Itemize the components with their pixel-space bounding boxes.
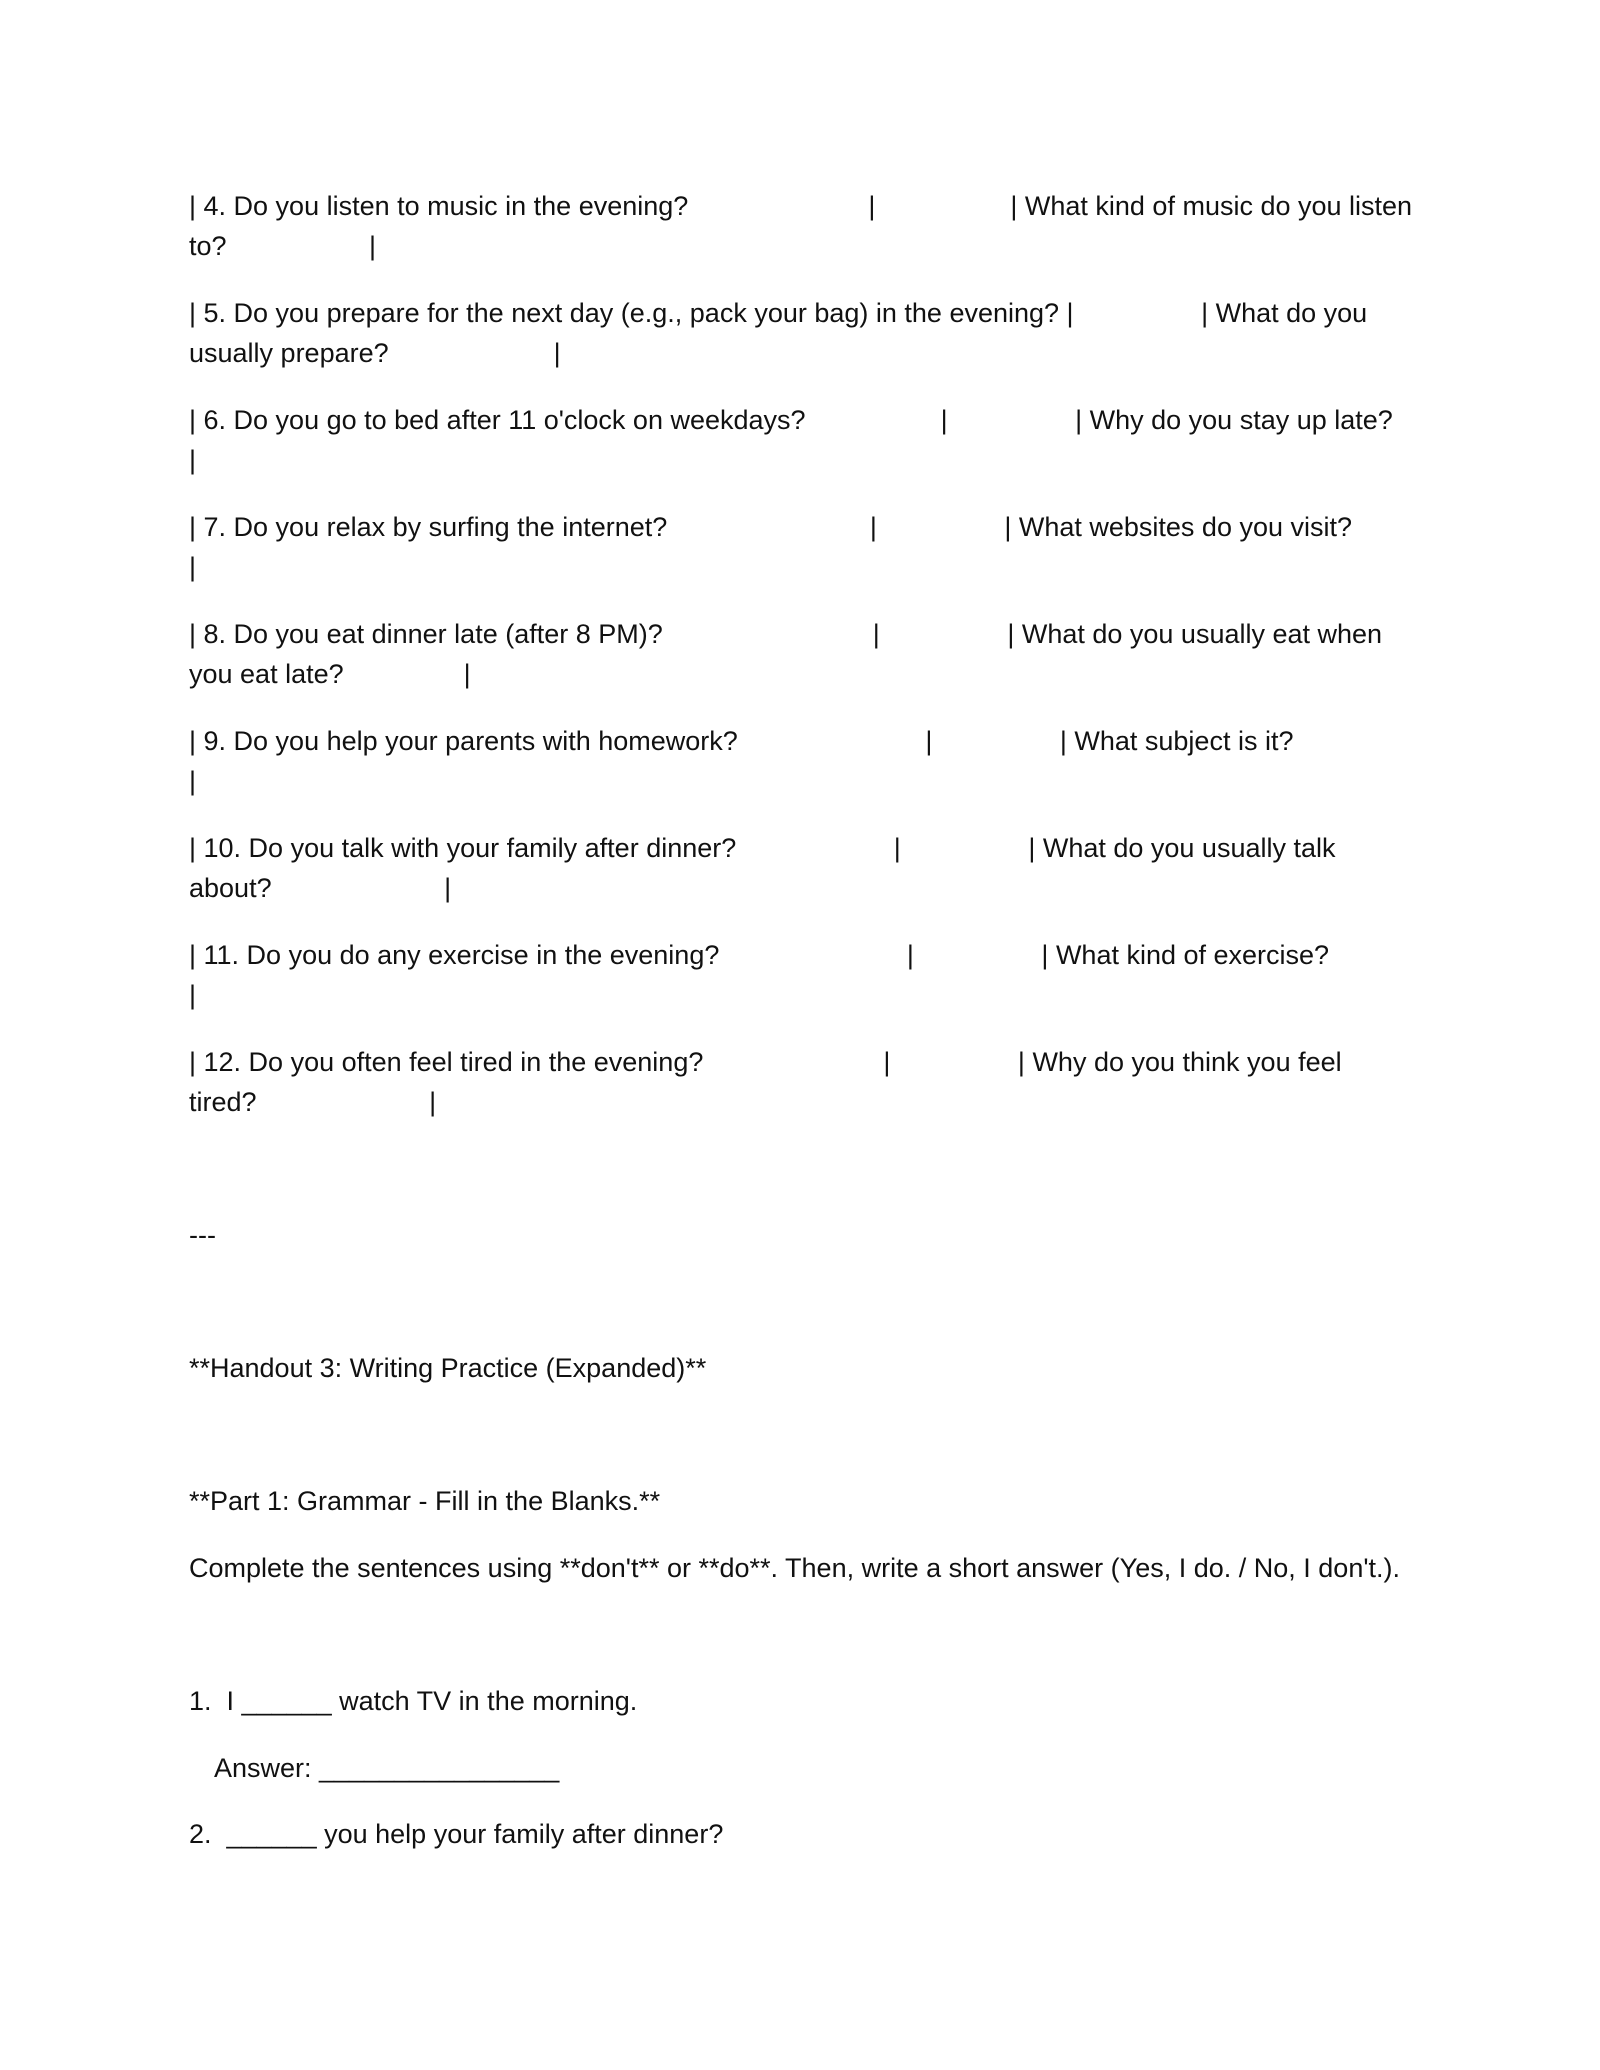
instructions: Complete the sentences using **don't** or **do**. Then, write a short answer (Yes, I do. / No, I don't.). [189, 1553, 1400, 1583]
table-row-12-line1: | 12. Do you often feel tired in the evening? | | Why do you think you feel [189, 1047, 1342, 1077]
table-row-9 [189, 721, 1419, 801]
handout-title: **Handout 3: Writing Practice (Expanded)** [189, 1353, 707, 1383]
table-row-9-line1: | 9. Do you help your parents with homework? | | What subject is it? [189, 726, 1294, 756]
table-row-10 [189, 828, 1419, 908]
table-row-6 [189, 400, 1419, 480]
table-row-6-line1: | 6. Do you go to bed after 11 o'clock on weekdays? | | Why do you stay up late? [189, 405, 1393, 435]
table-row-8 [189, 614, 1419, 694]
exercise-1-answer: Answer: ________________ [214, 1753, 560, 1783]
table-row-4 [189, 186, 1419, 266]
table-row-10-line2: about? | [189, 873, 452, 903]
table-row-10-line1: | 10. Do you talk with your family after dinner? | | What do you usually talk [189, 833, 1336, 863]
table-row-9-line2: | [189, 766, 197, 796]
table-row-8-line2: you eat late? | [189, 659, 471, 689]
table-row-4-line2: to? | [189, 231, 377, 261]
table-row-5-line1: | 5. Do you prepare for the next day (e.g., pack your bag) in the evening? | | What do you [189, 298, 1368, 328]
exercise-2-question: 2. ______ you help your family after dinner? [189, 1819, 724, 1849]
table-row-4-line1: | 4. Do you listen to music in the evening? | | What kind of music do you listen [189, 191, 1413, 221]
separator: --- [189, 1220, 216, 1250]
table-row-6-line2: | [189, 445, 197, 475]
table-row-12-line2: tired? | [189, 1087, 437, 1117]
table-row-11 [189, 935, 1419, 1015]
table-row-7-line2: | [189, 552, 197, 582]
table-row-11-line2: | [189, 980, 197, 1010]
table-row-8-line1: | 8. Do you eat dinner late (after 8 PM)? | | What do you usually eat when [189, 619, 1383, 649]
table-row-5 [189, 293, 1419, 373]
table-row-12 [189, 1042, 1419, 1122]
part-title: **Part 1: Grammar - Fill in the Blanks.** [189, 1486, 661, 1516]
table-row-5-line2: usually prepare? | [189, 338, 561, 368]
table-row-11-line1: | 11. Do you do any exercise in the evening? | | What kind of exercise? [189, 940, 1330, 970]
table-row-7 [189, 507, 1419, 587]
table-row-7-line1: | 7. Do you relax by surfing the internet? | | What websites do you visit? [189, 512, 1353, 542]
exercise-1-question: 1. I ______ watch TV in the morning. [189, 1686, 638, 1716]
